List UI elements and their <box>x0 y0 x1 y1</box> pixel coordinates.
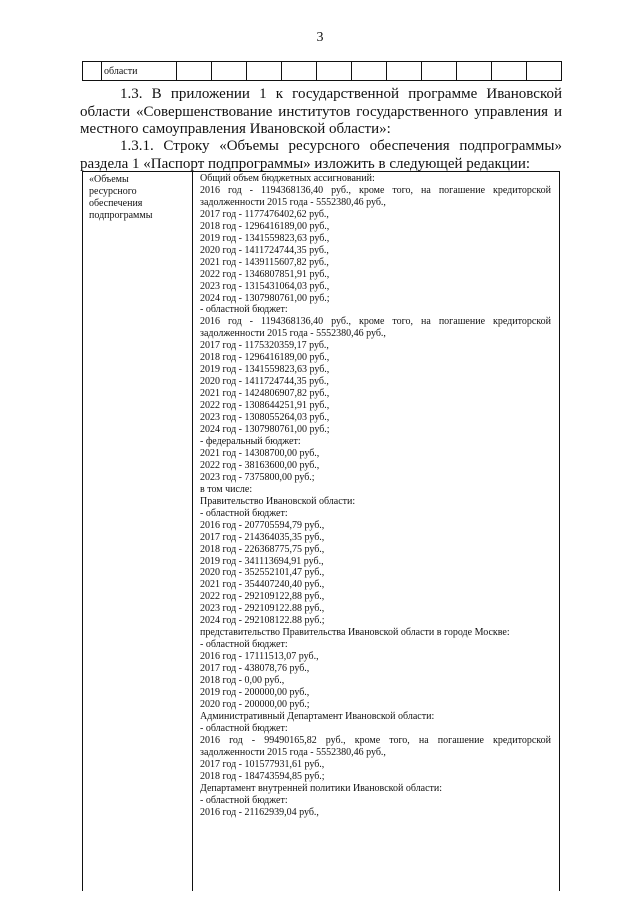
table-cell <box>317 62 352 81</box>
value-line: 2018 год - 184743594,85 руб.; <box>200 770 325 782</box>
value-line: 2017 год - 1177476402,62 руб., <box>200 208 329 220</box>
value-line: 2019 год - 1341559823,63 руб., <box>200 232 330 244</box>
value-line: представительство Правительства Ивановской области в городе Москве: <box>200 627 510 639</box>
resource-table-label-cell <box>83 172 193 891</box>
value-line: 2016 год - 1194368136,40 руб., кроме того, на погашение кредиторской задолженности 2015 года - 5552380,46 руб., <box>200 184 551 208</box>
value-line: 2019 год - 1341559823,63 руб., <box>200 364 330 376</box>
label-line: ресурсного <box>89 186 137 197</box>
value-line: 2023 год - 7375800,00 руб.; <box>200 471 315 483</box>
value-line: 2016 год - 21162939,04 руб., <box>200 806 319 818</box>
resource-table <box>82 171 560 891</box>
value-line: Общий объем бюджетных ассигнований: <box>200 173 375 184</box>
value-line: 2024 год - 292108122.88 руб.; <box>200 615 325 627</box>
value-line: Правительство Ивановской области: <box>200 495 356 507</box>
label-line: обеспечения <box>89 198 143 209</box>
value-line: 2016 год - 99490165,82 руб., кроме того, на погашение кредиторской задолженности 2015 года - 5552380,46 руб., <box>200 734 551 758</box>
paragraph-1-3-1: 1.3.1. Строку «Объемы ресурсного обеспечения подпрограммы» раздела 1 «Паспорт подпрограммы» изложить в следующей редакции: <box>80 138 562 172</box>
table-cell <box>282 62 317 81</box>
resource-table-value-cell <box>193 172 559 818</box>
value-line: - областной бюджет: <box>200 507 288 519</box>
value-line: 2023 год - 1315431064,03 руб., <box>200 280 330 292</box>
value-line: - областной бюджет: <box>200 639 288 651</box>
value-line: 2020 год - 352552101,47 руб., <box>200 567 325 579</box>
page-number: 3 <box>316 30 324 45</box>
value-line: 2020 год - 1411724744,35 руб., <box>200 244 329 256</box>
table-cell <box>457 62 492 81</box>
value-line: - областной бюджет: <box>200 722 288 734</box>
value-line: 2019 год - 341113694,91 руб., <box>200 555 324 567</box>
value-line: 2020 год - 1411724744,35 руб., <box>200 376 329 388</box>
table-cell <box>83 62 102 81</box>
table-cell <box>422 62 457 81</box>
table-cell-label: области <box>102 62 177 81</box>
value-line: 2023 год - 1308055264,03 руб., <box>200 412 330 424</box>
value-line: 2023 год - 292109122.88 руб., <box>200 603 325 615</box>
value-line: Административный Департамент Ивановской области: <box>200 710 435 722</box>
value-line: 2022 год - 1346807851,91 руб., <box>200 268 330 280</box>
value-line: 2018 год - 226368775,75 руб., <box>200 543 325 555</box>
paragraph-1-3: 1.3. В приложении 1 к государственной программе Ивановской области «Совершенствование институтов государственного управления и местного самоуправления Ивановской области»: <box>80 86 562 137</box>
table-cell <box>247 62 282 81</box>
value-line: 2018 год - 1296416189,00 руб., <box>200 220 330 232</box>
value-line: - областной бюджет: <box>200 794 288 806</box>
value-line: - федеральный бюджет: <box>200 435 301 447</box>
value-line: 2022 год - 1308644251,91 руб., <box>200 400 330 412</box>
value-line: 2016 год - 1194368136,40 руб., кроме того, на погашение кредиторской задолженности 2015 года - 5552380,46 руб., <box>200 316 551 340</box>
value-line: 2022 год - 292109122,88 руб., <box>200 591 325 603</box>
label-line: подпрограммы <box>89 210 153 221</box>
value-line: 2024 год - 1307980761,00 руб.; <box>200 424 330 436</box>
value-line: 2018 год - 0,00 руб., <box>200 675 285 687</box>
value-line: 2022 год - 38163600,00 руб., <box>200 459 320 471</box>
label-line: «Объемы <box>89 174 129 185</box>
value-line: - областной бюджет: <box>200 304 288 316</box>
value-line: 2016 год - 207705594,79 руб., <box>200 519 325 531</box>
value-line: 2017 год - 1175320359,17 руб., <box>200 340 329 352</box>
table-cell <box>492 62 527 81</box>
table-cell <box>212 62 247 81</box>
value-line: 2021 год - 14308700,00 руб., <box>200 447 320 459</box>
table-cell <box>527 62 562 81</box>
value-line: в том числе: <box>200 483 253 495</box>
value-line: 2018 год - 1296416189,00 руб., <box>200 352 330 364</box>
value-line: 2017 год - 214364035,35 руб., <box>200 531 325 543</box>
value-line: 2020 год - 200000,00 руб.; <box>200 698 310 710</box>
value-line: 2021 год - 1424806907,82 руб., <box>200 388 330 400</box>
value-line: 2017 год - 438078,76 руб., <box>200 663 310 675</box>
table-cell <box>177 62 212 81</box>
value-line: 2021 год - 354407240,40 руб., <box>200 579 325 591</box>
value-line: 2019 год - 200000,00 руб., <box>200 686 310 698</box>
table-cell <box>352 62 387 81</box>
value-line: Департамент внутренней политики Ивановской области: <box>200 782 443 794</box>
value-line: 2024 год - 1307980761,00 руб.; <box>200 292 330 304</box>
value-line: 2016 год - 17111513,07 руб., <box>200 651 319 663</box>
previous-table-row <box>82 61 562 81</box>
value-line: 2021 год - 1439115607,82 руб., <box>200 256 329 268</box>
table-cell <box>387 62 422 81</box>
value-line: 2017 год - 101577931,61 руб., <box>200 758 325 770</box>
